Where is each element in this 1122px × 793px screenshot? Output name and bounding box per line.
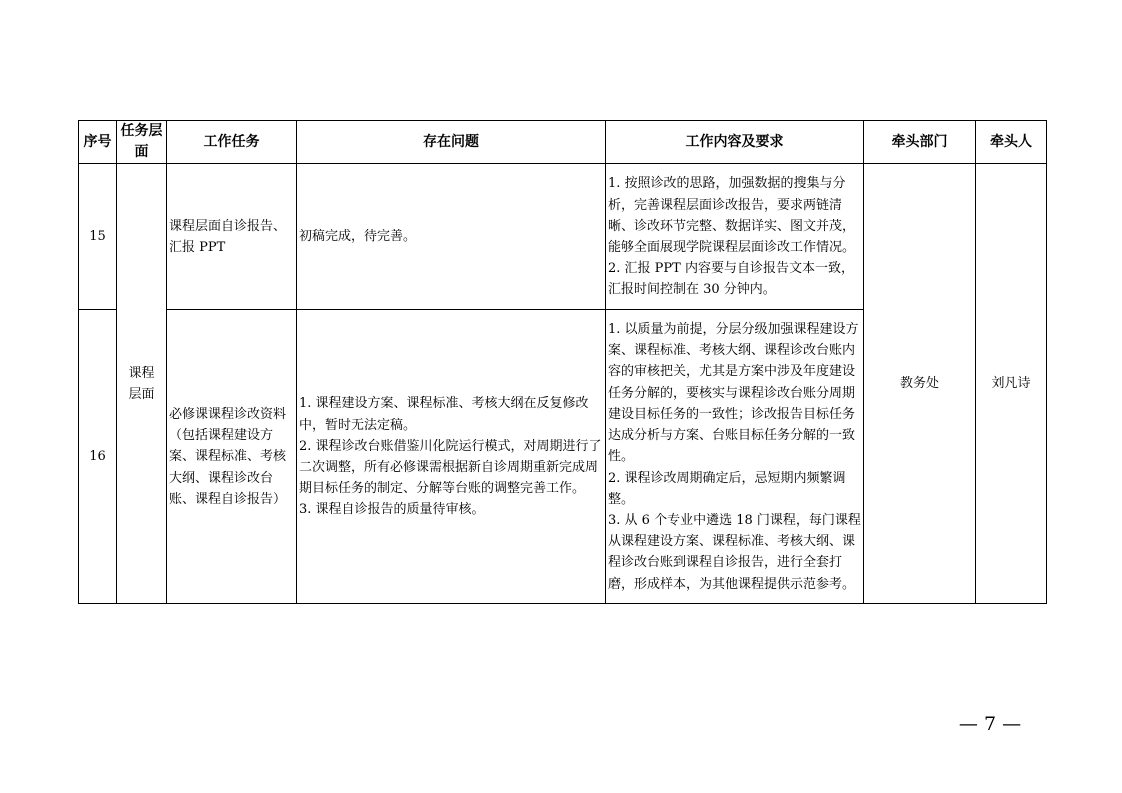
person-cell: 刘凡诗 [976,164,1047,604]
row-16-requirements [606,310,864,604]
header-person: 牵头人 [976,121,1047,164]
table-row [79,164,1047,310]
header-level: 任务层面 [117,121,167,164]
row-15-issues [297,164,606,310]
requirement-item: 2. 课程诊改周期确定后，忌短期内频繁调整。 [608,470,846,507]
page-number: — 7 — [958,713,1022,735]
requirement-item: 2. 汇报 PPT 内容要与自诊报告文本一致，汇报时间控制在 30 分钟内。 [608,261,854,298]
requirement-item: 1. 以质量为前提，分层分级加强课程建设方案、课程标准、考核大纲、课程诊改台账内容的审核把关，尤其是方案中涉及年度建设任务分解的，要核实与课程诊改台账分周期建设目标任务的一致性；诊改报告目标任务达成分析与方案、台账目标任务分解的一致性。 [608,322,859,465]
task-table [78,120,1047,604]
header-requirements: 工作内容及要求 [606,121,864,164]
issue-item: 1. 课程建设方案、课程标准、考核大纲在反复修改中，暂时无法定稿。 [299,396,589,433]
issue-item: 初稿完成，待完善。 [299,229,417,245]
requirement-item: 3. 从 6 个专业中遴选 18 门课程，每门课程从课程建设方案、课程标准、考核大纲、课程诊改台账到课程自诊报告，进行全套打磨，形成样本，为其他课程提供示范参考。 [608,512,861,592]
header-task: 工作任务 [167,121,297,164]
dept-cell: 教务处 [864,164,976,604]
row-15-requirements [606,164,864,310]
header-dept: 牵头部门 [864,121,976,164]
header-seq: 序号 [79,121,117,164]
row-16-task: 必修课课程诊改资料（包括课程建设方案、课程标准、考核大纲、课程诊改台账、课程自诊报告） [167,310,297,604]
row-15-seq: 15 [79,164,117,310]
issue-item: 2. 课程诊改台账借鉴川化院运行模式，对周期进行了二次调整，所有必修课需根据新自诊周期重新完成周期目标任务的制定、分解等台账的调整完善工作。 [299,438,602,497]
row-16-seq: 16 [79,310,117,604]
header-row [79,121,1047,164]
level-cell: 课程层面 [117,164,167,604]
row-15-task: 课程层面自诊报告、汇报 PPT [167,164,297,310]
issue-item: 3. 课程自诊报告的质量待审核。 [299,502,485,518]
header-issues: 存在问题 [297,121,606,164]
requirement-item: 1. 按照诊改的思路，加强数据的搜集与分析，完善课程层面诊改报告，要求两链清晰、诊改环节完整、数据详实、图文并茂，能够全面展现学院课程层面诊改工作情况。 [608,176,856,255]
row-16-issues [297,310,606,604]
